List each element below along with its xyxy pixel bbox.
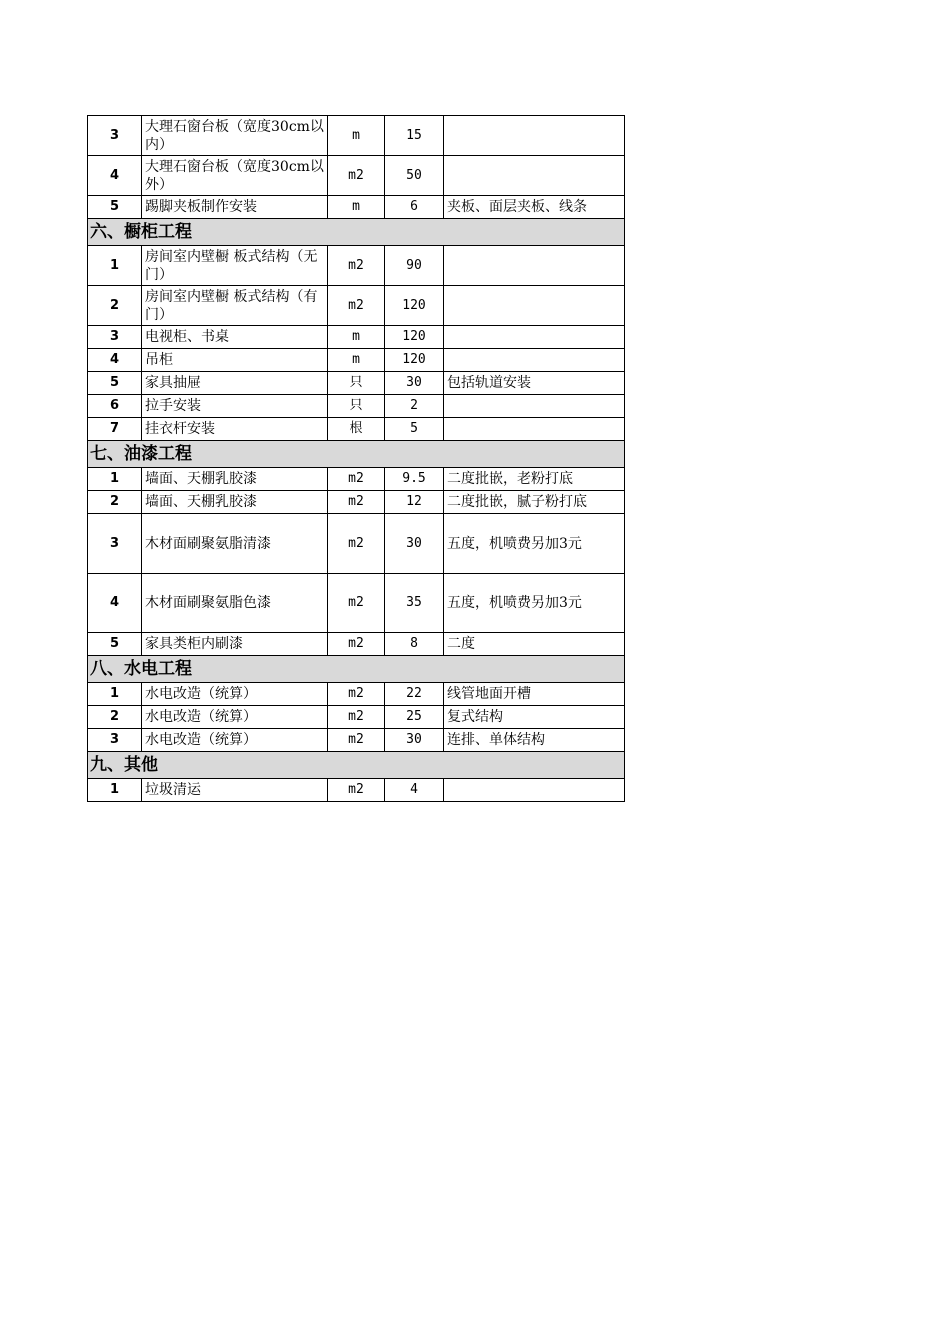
unit-cell: m2 [328, 156, 385, 196]
row-number-cell: 1 [88, 246, 142, 286]
unit-price-cell: 90 [385, 246, 444, 286]
item-name-cell: 大理石窗台板（宽度30cm以内） [142, 116, 328, 156]
unit-price-cell: 5 [385, 418, 444, 441]
item-name-cell: 大理石窗台板（宽度30cm以外） [142, 156, 328, 196]
remark-cell [444, 286, 625, 326]
section-header-row [88, 656, 625, 683]
section-header-row [88, 219, 625, 246]
table-row [88, 156, 625, 196]
table-row [88, 779, 625, 802]
unit-price-cell: 2 [385, 395, 444, 418]
item-name-cell: 垃圾清运 [142, 779, 328, 802]
remark-cell: 连排、单体结构 [444, 729, 625, 752]
section-title: 九、其他 [88, 752, 625, 779]
price-table [87, 115, 625, 802]
unit-cell: m2 [328, 468, 385, 491]
item-name-cell: 木材面刷聚氨脂清漆 [142, 514, 328, 574]
table-row [88, 683, 625, 706]
unit-cell: m2 [328, 633, 385, 656]
remark-cell: 五度，机喷费另加3元 [444, 514, 625, 574]
remark-cell: 线管地面开槽 [444, 683, 625, 706]
table-row [88, 395, 625, 418]
unit-cell: 只 [328, 395, 385, 418]
unit-cell: 根 [328, 418, 385, 441]
unit-price-cell: 30 [385, 514, 444, 574]
item-name-cell: 水电改造（统算） [142, 683, 328, 706]
unit-price-cell: 15 [385, 116, 444, 156]
item-name-cell: 墙面、天棚乳胶漆 [142, 468, 328, 491]
table-row [88, 729, 625, 752]
remark-cell [444, 326, 625, 349]
remark-cell [444, 418, 625, 441]
remark-cell: 夹板、面层夹板、线条 [444, 196, 625, 219]
row-number-cell: 5 [88, 196, 142, 219]
table-row [88, 286, 625, 326]
remark-cell: 包括轨道安装 [444, 372, 625, 395]
item-name-cell: 吊柜 [142, 349, 328, 372]
unit-cell: m2 [328, 246, 385, 286]
unit-price-cell: 4 [385, 779, 444, 802]
row-number-cell: 4 [88, 156, 142, 196]
remark-cell: 二度批嵌，腻子粉打底 [444, 491, 625, 514]
item-name-cell: 房间室内壁橱 板式结构（有门） [142, 286, 328, 326]
row-number-cell: 6 [88, 395, 142, 418]
item-name-cell: 木材面刷聚氨脂色漆 [142, 574, 328, 633]
item-name-cell: 房间室内壁橱 板式结构（无门） [142, 246, 328, 286]
table-row [88, 633, 625, 656]
remark-cell [444, 246, 625, 286]
price-table-body [88, 116, 625, 802]
section-title: 七、油漆工程 [88, 441, 625, 468]
section-header-row [88, 441, 625, 468]
unit-price-cell: 12 [385, 491, 444, 514]
unit-cell: m [328, 116, 385, 156]
unit-cell: m2 [328, 683, 385, 706]
section-title: 八、水电工程 [88, 656, 625, 683]
row-number-cell: 4 [88, 349, 142, 372]
row-number-cell: 2 [88, 706, 142, 729]
table-row [88, 574, 625, 633]
unit-price-cell: 25 [385, 706, 444, 729]
item-name-cell: 挂衣杆安装 [142, 418, 328, 441]
row-number-cell: 5 [88, 372, 142, 395]
unit-price-cell: 30 [385, 729, 444, 752]
item-name-cell: 拉手安装 [142, 395, 328, 418]
unit-cell: 只 [328, 372, 385, 395]
unit-price-cell: 50 [385, 156, 444, 196]
table-row [88, 372, 625, 395]
item-name-cell: 踢脚夹板制作安装 [142, 196, 328, 219]
remark-cell [444, 116, 625, 156]
row-number-cell: 1 [88, 779, 142, 802]
table-row [88, 246, 625, 286]
unit-price-cell: 30 [385, 372, 444, 395]
row-number-cell: 7 [88, 418, 142, 441]
table-row [88, 418, 625, 441]
table-row [88, 491, 625, 514]
unit-cell: m [328, 326, 385, 349]
section-title: 六、橱柜工程 [88, 219, 625, 246]
unit-cell: m2 [328, 706, 385, 729]
unit-price-cell: 22 [385, 683, 444, 706]
item-name-cell: 墙面、天棚乳胶漆 [142, 491, 328, 514]
unit-cell: m [328, 349, 385, 372]
row-number-cell: 1 [88, 468, 142, 491]
unit-price-cell: 35 [385, 574, 444, 633]
row-number-cell: 3 [88, 514, 142, 574]
row-number-cell: 3 [88, 729, 142, 752]
row-number-cell: 5 [88, 633, 142, 656]
section-header-row [88, 752, 625, 779]
unit-price-cell: 6 [385, 196, 444, 219]
remark-cell [444, 156, 625, 196]
row-number-cell: 2 [88, 286, 142, 326]
item-name-cell: 水电改造（统算） [142, 706, 328, 729]
row-number-cell: 2 [88, 491, 142, 514]
table-row [88, 514, 625, 574]
remark-cell: 复式结构 [444, 706, 625, 729]
remark-cell [444, 349, 625, 372]
unit-cell: m2 [328, 574, 385, 633]
remark-cell [444, 395, 625, 418]
remark-cell: 二度批嵌，老粉打底 [444, 468, 625, 491]
row-number-cell: 3 [88, 116, 142, 156]
unit-price-cell: 120 [385, 286, 444, 326]
item-name-cell: 电视柜、书桌 [142, 326, 328, 349]
item-name-cell: 家具类柜内刷漆 [142, 633, 328, 656]
unit-price-cell: 120 [385, 349, 444, 372]
table-row [88, 349, 625, 372]
row-number-cell: 4 [88, 574, 142, 633]
table-row [88, 706, 625, 729]
unit-cell: m2 [328, 286, 385, 326]
table-row [88, 468, 625, 491]
item-name-cell: 家具抽屉 [142, 372, 328, 395]
unit-cell: m2 [328, 779, 385, 802]
unit-cell: m [328, 196, 385, 219]
unit-cell: m2 [328, 491, 385, 514]
remark-cell: 二度 [444, 633, 625, 656]
table-row [88, 326, 625, 349]
table-row [88, 196, 625, 219]
unit-cell: m2 [328, 729, 385, 752]
remark-cell: 五度，机喷费另加3元 [444, 574, 625, 633]
unit-price-cell: 8 [385, 633, 444, 656]
table-row [88, 116, 625, 156]
row-number-cell: 1 [88, 683, 142, 706]
remark-cell [444, 779, 625, 802]
unit-price-cell: 120 [385, 326, 444, 349]
unit-cell: m2 [328, 514, 385, 574]
row-number-cell: 3 [88, 326, 142, 349]
item-name-cell: 水电改造（统算） [142, 729, 328, 752]
unit-price-cell: 9.5 [385, 468, 444, 491]
